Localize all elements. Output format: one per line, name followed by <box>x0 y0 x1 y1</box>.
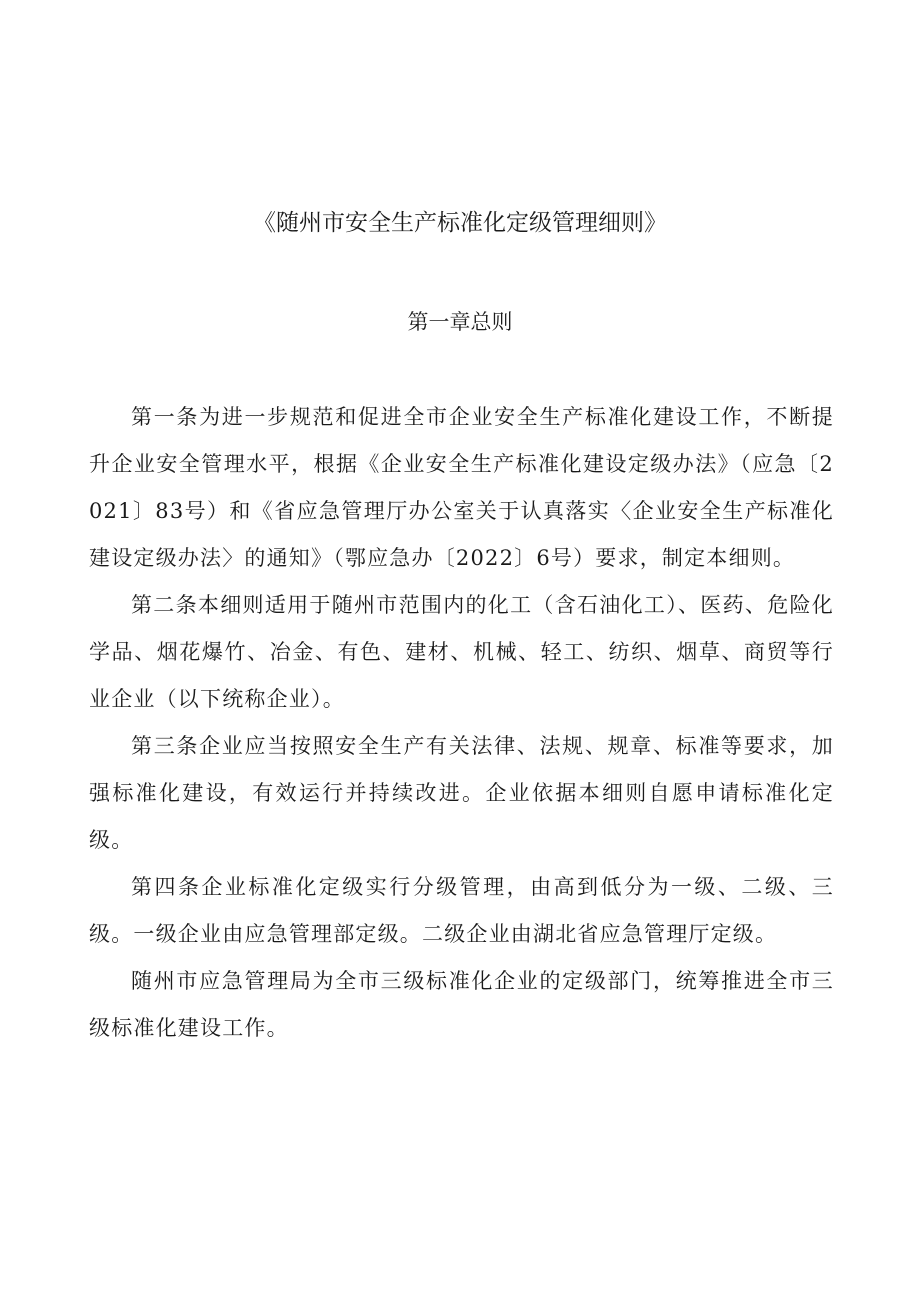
article-4-continuation-paragraph: 随州市应急管理局为全市三级标准化企业的定级部门，统筹推进全市三级标准化建设工作。 <box>89 969 834 1040</box>
article-1-paragraph: 第一条为进一步规范和促进全市企业安全生产标准化建设工作，不断提升企业安全管理水平，根据《企业安全生产标准化建设定级办法》（应急〔2021〕83号）和《省应急管理厅办公室关于认真落实〈企业安全生产标准化建设定级办法〉的通知》（鄂应急办〔2022〕6号）要求，制定本细则。 <box>89 405 834 570</box>
document-title: 《随州市安全生产标准化定级管理细则》 <box>253 210 667 236</box>
article-3-paragraph: 第三条企业应当按照安全生产有关法律、法规、规章、标准等要求，加强标准化建设，有效运行并持续改进。企业依据本细则自愿申请标准化定级。 <box>89 734 834 852</box>
article-2-paragraph: 第二条本细则适用于随州市范围内的化工（含石油化工）、医药、危险化学品、烟花爆竹、冶金、有色、建材、机械、轻工、纺织、烟草、商贸等行业企业（以下统称企业）。 <box>89 593 834 711</box>
article-4-paragraph: 第四条企业标准化定级实行分级管理，由高到低分为一级、二级、三级。一级企业由应急管理部定级。二级企业由湖北省应急管理厅定级。 <box>89 875 834 946</box>
document-body <box>89 394 834 1052</box>
chapter-heading: 第一章总则 <box>407 310 513 334</box>
